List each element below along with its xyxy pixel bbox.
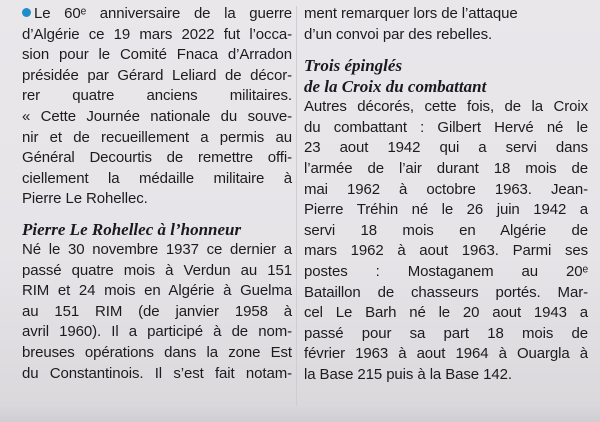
article-line: ciellement la médaille militaire à <box>22 169 292 187</box>
article-line: d’Algérie ce 19 mars 2022 fut l’occa- <box>22 25 292 43</box>
right-column <box>304 4 588 386</box>
article-line: l’armée de l’air durant 18 mois de <box>304 159 588 177</box>
article-line: au 151 RIM (de janvier 1958 à <box>22 302 292 320</box>
blue-dot-bullet-icon <box>22 8 31 17</box>
article-line: avril 1960). Il a participé à de nom- <box>22 323 292 341</box>
article-line: Général Decourtis de remettre offi- <box>22 149 292 167</box>
article-line: Pierre Le Rohellec. <box>22 190 148 208</box>
croix-paragraph <box>304 97 588 385</box>
article-line: ment remarquer lors de l’attaque <box>304 5 518 22</box>
intro-paragraph <box>22 4 292 210</box>
article-line: du combattant : Gilbert Hervé né le <box>304 118 588 136</box>
rohellec-paragraph <box>22 240 292 384</box>
article-line: février 1963 à aout 1964 à Ouargla à <box>304 345 588 363</box>
article-line: Pierre Tréhin né le 26 juin 1942 a <box>304 201 588 219</box>
column-divider <box>296 6 297 406</box>
article-line: présidée par Gérard Leliard de décor- <box>22 66 292 84</box>
article-line: servi 18 mois en Algérie de <box>304 221 588 239</box>
article-line: breuses opérations dans la zone Est <box>22 343 292 361</box>
article-line: cel Le Barh né le 20 aout 1943 a <box>304 304 588 322</box>
continuation-paragraph <box>304 4 588 45</box>
article-line: rer quatre anciens militaires. <box>22 87 292 105</box>
article-line: nir et de recueillement a permis au <box>22 128 292 146</box>
heading-line: Trois épinglés <box>304 56 403 76</box>
article-line: RIM et 24 mois en Algérie à Guelma <box>22 282 292 300</box>
section-heading-croix <box>304 55 588 97</box>
article-line: du Constantinois. Il s’est fait notam- <box>22 364 292 382</box>
article-line: 23 aout 1942 qui a servi dans <box>304 139 588 157</box>
article-line: Né le 30 novembre 1937 ce dernier a <box>22 240 292 258</box>
left-column <box>22 4 292 384</box>
article-line: sion pour le Comité Fnaca d’Arradon <box>22 46 292 64</box>
heading-line: de la Croix du combattant <box>304 77 487 97</box>
article-line: d’un convoi par des rebelles. <box>304 25 493 43</box>
section-heading-rohellec: Pierre Le Rohellec à l’honneur <box>22 219 242 239</box>
article-line: passé pour sa part 18 mois de <box>304 324 588 342</box>
article-line: postes : Mostaganem au 20ᵉ <box>304 262 588 280</box>
article-line: « Cette Journée nationale du souve- <box>22 107 292 125</box>
article-line: la Base 215 puis à la Base 142. <box>304 365 512 383</box>
article-line: Autres décorés, cette fois, de la Croix <box>304 98 588 116</box>
article-line: Bataillon de chasseurs portés. Mar- <box>304 283 588 301</box>
article-line: passé quatre mois à Verdun au 151 <box>22 261 292 279</box>
article-line: mai 1962 à octobre 1963. Jean- <box>304 180 588 198</box>
article-line: Le 60ᵉ anniversaire de la guerre <box>22 4 292 25</box>
article-line: mars 1962 à aout 1963. Parmi ses <box>304 242 588 260</box>
